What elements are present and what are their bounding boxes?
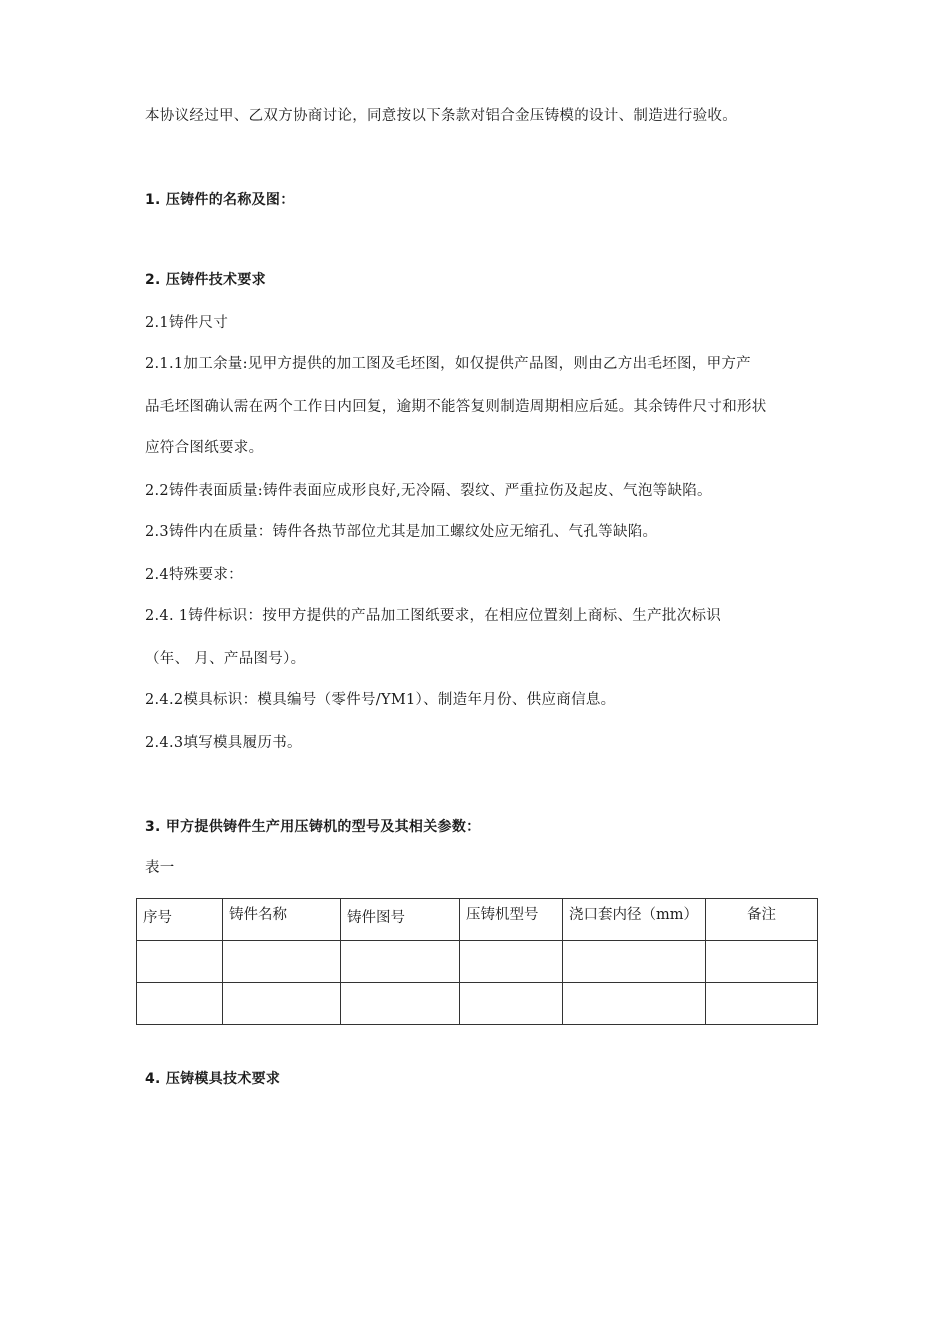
table-row — [137, 983, 818, 1025]
table-cell — [460, 983, 563, 1025]
table-cell — [563, 941, 706, 983]
clause-2-4-1-line-1: 2.4. 1铸件标识：按甲方提供的产品加工图纸要求，在相应位置刻上商标、生产批次标识 — [145, 608, 722, 624]
header-remarks: 备注 — [706, 899, 818, 941]
section-2-heading: 2. 压铸件技术要求 — [145, 272, 266, 288]
die-casting-machine-table — [136, 898, 818, 1025]
section-3-heading: 3. 甲方提供铸件生产用压铸机的型号及其相关参数： — [145, 819, 481, 835]
clause-2-1: 2.1铸件尺寸 — [145, 315, 229, 331]
table-caption: 表一 — [145, 860, 175, 876]
clause-2-1-1-line-2: 品毛坯图确认需在两个工作日内回复，逾期不能答复则制造周期相应后延。其余铸件尺寸和形状 — [145, 399, 767, 415]
header-casting-name: 铸件名称 — [223, 899, 341, 941]
table-row — [137, 941, 818, 983]
table-header-row — [137, 899, 818, 941]
clause-2-4-2: 2.4.2模具标识：模具编号（零件号/YM1）、制造年月份、供应商信息。 — [145, 692, 616, 708]
table-cell — [460, 941, 563, 983]
section-1-heading: 1. 压铸件的名称及图： — [145, 192, 295, 208]
intro-paragraph: 本协议经过甲、乙双方协商讨论，同意按以下条款对铝合金压铸模的设计、制造进行验收。 — [145, 108, 737, 124]
table-cell — [706, 983, 818, 1025]
table-cell — [341, 941, 460, 983]
header-sprue-bush-diameter: 浇口套内径（mm） — [563, 899, 706, 941]
header-machine-model: 压铸机型号 — [460, 899, 563, 941]
clause-2-1-1-line-1: 2.1.1加工余量:见甲方提供的加工图及毛坯图，如仅提供产品图，则由乙方出毛坯图，甲方产 — [145, 356, 751, 372]
table-cell — [137, 983, 223, 1025]
table-cell — [341, 983, 460, 1025]
table-cell — [137, 941, 223, 983]
clause-2-4-3: 2.4.3填写模具履历书。 — [145, 735, 302, 751]
clause-2-3: 2.3铸件内在质量：铸件各热节部位尤其是加工螺纹处应无缩孔、气孔等缺陷。 — [145, 524, 658, 540]
clause-2-4-1-line-2: （年、 月、产品图号）。 — [145, 651, 306, 667]
table-cell — [223, 941, 341, 983]
table-cell — [563, 983, 706, 1025]
header-casting-drawing-no: 铸件图号 — [341, 899, 460, 941]
section-4-heading: 4. 压铸模具技术要求 — [145, 1071, 281, 1087]
table-cell — [223, 983, 341, 1025]
clause-2-4: 2.4特殊要求： — [145, 567, 243, 583]
clause-2-2: 2.2铸件表面质量:铸件表面应成形良好,无冷隔、裂纹、严重拉伤及起皮、气泡等缺陷。 — [145, 483, 712, 499]
header-serial-no: 序号 — [137, 899, 223, 941]
clause-2-1-1-line-3: 应符合图纸要求。 — [145, 440, 264, 456]
table-cell — [706, 941, 818, 983]
